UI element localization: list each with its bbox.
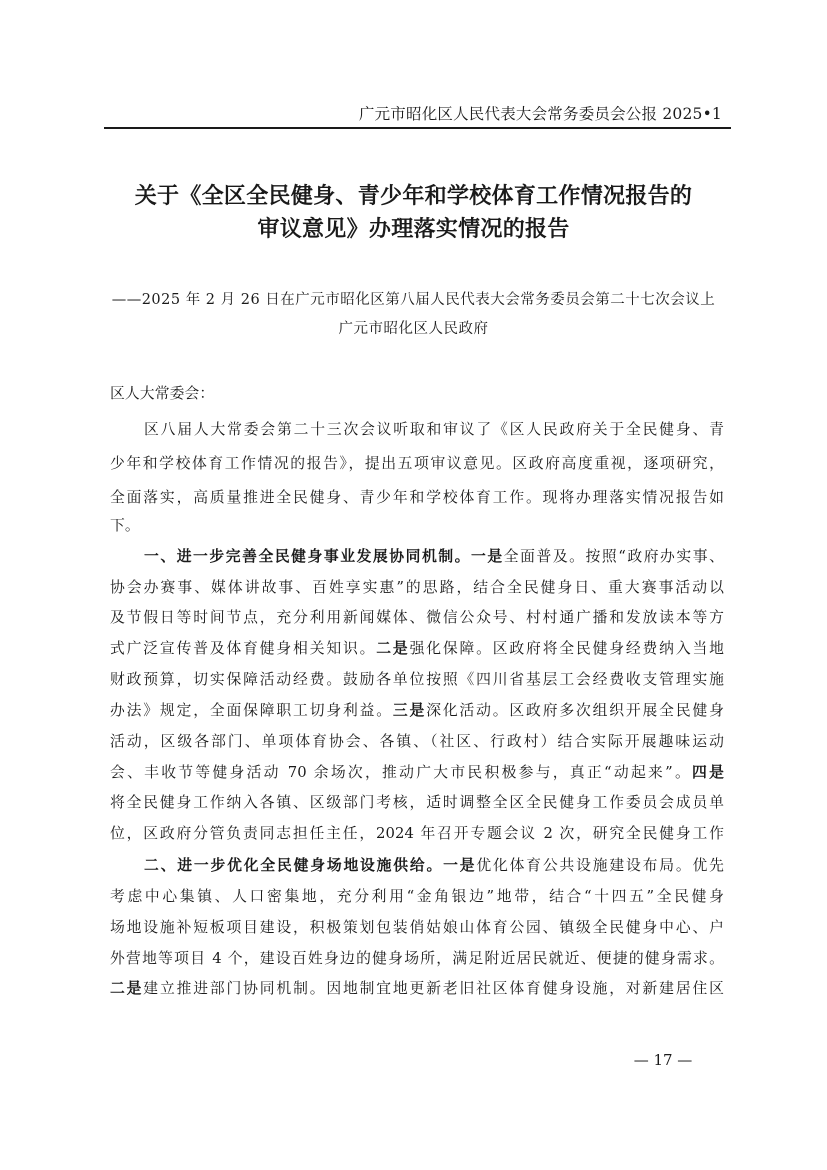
section2-line-5-post: 建立推进部门协同机制。因地制宜地更新老旧社区体育健身设施，对新建居住区 <box>143 980 724 997</box>
section1-line-4 <box>110 638 724 660</box>
header-rule <box>104 127 731 129</box>
section1-line-1 <box>144 546 724 568</box>
section1-point3-marker: 三是 <box>392 702 427 719</box>
section2-line-3: 场地设施补短板项目建设，积极策划包装俏姑娘山体育公园、镇级全民健身中心、户 <box>110 919 724 936</box>
section2-line-1 <box>144 855 724 877</box>
section2-heading: 二、进一步优化全民健身场地设施供给。 <box>144 857 444 874</box>
section2-line-2: 考虑中心集镇、人口密集地，充分利用“金角银边”地带，结合“十四五”全民健身 <box>110 888 724 905</box>
section2-point1-marker: 一是 <box>443 857 477 874</box>
section1-line-2: 协会办赛事、媒体讲故事、百姓享实惠”的思路，结合全民健身日、重大赛事活动以 <box>110 579 724 596</box>
section1-line-8-pre: 会、丰收节等健身活动 70 余场次，推动广大市民积极参与，真正“动起来”。 <box>110 764 693 781</box>
section1-line-9: 将全民健身工作纳入各镇、区级部门考核，适时调整全区全民健身工作委员会成员单 <box>110 794 724 811</box>
section1-point1-text: 全面普及。按照“政府办实事、 <box>503 548 725 565</box>
section1-line-8 <box>110 762 724 784</box>
issuer: 广元市昭化区人民政府 <box>338 321 489 337</box>
meeting-line: ——2025 年 2 月 26 日在广元市昭化区第八届人民代表大会常务委员会第二十七次会议上 <box>111 292 716 308</box>
header-publication: 广元市昭化区人民代表大会常务委员会公报 2025•1 <box>358 105 722 123</box>
section1-line-4-pre: 式广泛宣传普及体育健身相关知识。 <box>110 640 377 657</box>
section1-line-6 <box>110 700 724 722</box>
section1-line-10: 位，区政府分管负责同志担任主任，2024 年召开专题会议 2 次，研究全民健身工作 <box>110 825 724 842</box>
intro-line-1: 区八届人大常委会第二十三次会议听取和审议了《区人民政府关于全民健身、青 <box>144 421 724 438</box>
section1-heading: 一、进一步完善全民健身事业发展协同机制。 <box>144 548 472 565</box>
section1-point2-marker: 二是 <box>376 640 410 657</box>
section1-line-5: 财政预算，切实保障活动经费。鼓励各单位按照《四川省基层工会经费收支管理实施 <box>110 671 724 688</box>
salutation: 区人大常委会： <box>110 385 215 402</box>
intro-line-3: 全面落实，高质量推进全民健身、青少年和学校体育工作。现将办理落实情况报告如 <box>110 489 724 506</box>
section2-line-5 <box>110 978 724 1000</box>
page-number: — 17 — <box>633 1051 693 1069</box>
section1-point1-marker: 一是 <box>471 548 504 565</box>
section1-line-4-post: 强化保障。区政府将全民健身经费纳入当地 <box>409 640 725 657</box>
section1-line-3: 及节假日等时间节点，充分利用新闻媒体、微信公众号、村村通广播和发放读本等方 <box>110 609 724 626</box>
section1-line-6-pre: 办法》规定，全面保障职工切身利益。 <box>110 702 393 719</box>
section1-line-7: 活动，区级各部门、单项体育协会、各镇、（社区、行政村）结合实际开展趣味运动 <box>110 733 724 750</box>
section2-point1-text: 优化体育公共设施建设布局。优先 <box>476 857 724 874</box>
section1-line-6-post: 深化活动。区政府多次组织开展全民健身 <box>426 702 725 719</box>
document-title-line-2: 审议意见》办理落实情况的报告 <box>257 216 570 242</box>
document-title-line-1: 关于《全区全民健身、青少年和学校体育工作情况报告的 <box>134 183 693 209</box>
section2-line-4: 外营地等项目 4 个，建设百姓身边的健身场所，满足附近居民就近、便捷的健身需求。 <box>110 950 724 967</box>
section1-point4-marker: 四是 <box>692 764 724 781</box>
section2-point2-marker: 二是 <box>110 980 144 997</box>
intro-line-4: 下。 <box>110 517 140 534</box>
intro-line-2: 少年和学校体育工作情况的报告》，提出五项审议意见。区政府高度重视，逐项研究， <box>110 455 724 472</box>
